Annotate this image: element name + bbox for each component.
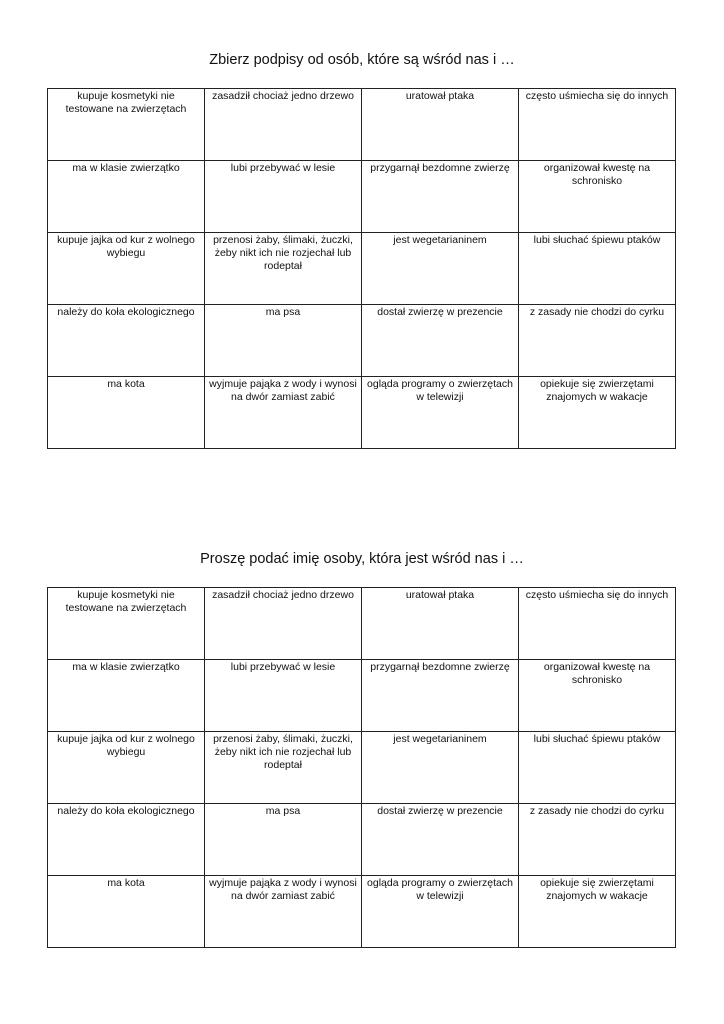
grid-cell: z zasady nie chodzi do cyrku	[519, 804, 676, 876]
grid-row	[48, 732, 676, 804]
grid-row	[48, 161, 676, 233]
grid-cell: jest wegetarianinem	[362, 233, 519, 305]
section-heading: Proszę podać imię osoby, która jest wśród nas i …	[200, 551, 524, 567]
grid-cell: uratował ptaka	[362, 89, 519, 161]
grid-row	[48, 89, 676, 161]
grid-cell: ma kota	[48, 377, 205, 449]
grid-cell: kupuje kosmetyki nie testowane na zwierzętach	[48, 89, 205, 161]
grid-row	[48, 660, 676, 732]
grid-cell: ogląda programy o zwierzętach w telewizji	[362, 876, 519, 948]
grid-cell: ma psa	[205, 804, 362, 876]
grid-cell: przygarnął bezdomne zwierzę	[362, 161, 519, 233]
grid-cell: wyjmuje pająka z wody i wynosi na dwór zamiast zabić	[205, 876, 362, 948]
grid-row	[48, 233, 676, 305]
grid-cell: z zasady nie chodzi do cyrku	[519, 305, 676, 377]
grid-row	[48, 876, 676, 948]
grid-row	[48, 377, 676, 449]
grid-row	[48, 305, 676, 377]
grid-cell: należy do koła ekologicznego	[48, 804, 205, 876]
grid-cell: często uśmiecha się do innych	[519, 89, 676, 161]
section-heading: Zbierz podpisy od osób, które są wśród nas i …	[209, 52, 515, 68]
grid-cell: ma kota	[48, 876, 205, 948]
grid-cell: ma psa	[205, 305, 362, 377]
grid-row	[48, 588, 676, 660]
grid-cell: dostał zwierzę w prezencie	[362, 305, 519, 377]
grid-cell: opiekuje się zwierzętami znajomych w wakacje	[519, 377, 676, 449]
signature-section	[0, 50, 724, 403]
grid-cell: zasadził chociaż jedno drzewo	[205, 89, 362, 161]
grid-cell: przenosi żaby, ślimaki, żuczki, żeby nikt ich nie rozjechał lub rodeptał	[205, 732, 362, 804]
grid-cell: jest wegetarianinem	[362, 732, 519, 804]
grid-cell: lubi słuchać śpiewu ptaków	[519, 732, 676, 804]
bingo-grid	[47, 587, 676, 948]
grid-cell: organizował kwestę na schronisko	[519, 660, 676, 732]
grid-cell: przygarnął bezdomne zwierzę	[362, 660, 519, 732]
grid-cell: przenosi żaby, ślimaki, żuczki, żeby nikt ich nie rozjechał lub rodeptał	[205, 233, 362, 305]
grid-cell: należy do koła ekologicznego	[48, 305, 205, 377]
grid-row	[48, 804, 676, 876]
grid-cell: lubi przebywać w lesie	[205, 660, 362, 732]
grid-cell: często uśmiecha się do innych	[519, 588, 676, 660]
name-section	[0, 549, 724, 902]
grid-cell: ma w klasie zwierzątko	[48, 660, 205, 732]
grid-cell: organizował kwestę na schronisko	[519, 161, 676, 233]
grid-cell: dostał zwierzę w prezencie	[362, 804, 519, 876]
bingo-grid	[47, 88, 676, 449]
grid-cell: uratował ptaka	[362, 588, 519, 660]
grid-cell: lubi przebywać w lesie	[205, 161, 362, 233]
grid-cell: opiekuje się zwierzętami znajomych w wakacje	[519, 876, 676, 948]
grid-cell: kupuje kosmetyki nie testowane na zwierzętach	[48, 588, 205, 660]
grid-cell: wyjmuje pająka z wody i wynosi na dwór zamiast zabić	[205, 377, 362, 449]
grid-cell: zasadził chociaż jedno drzewo	[205, 588, 362, 660]
grid-cell: lubi słuchać śpiewu ptaków	[519, 233, 676, 305]
grid-cell: kupuje jajka od kur z wolnego wybiegu	[48, 233, 205, 305]
grid-cell: ogląda programy o zwierzętach w telewizji	[362, 377, 519, 449]
grid-cell: ma w klasie zwierzątko	[48, 161, 205, 233]
grid-cell: kupuje jajka od kur z wolnego wybiegu	[48, 732, 205, 804]
